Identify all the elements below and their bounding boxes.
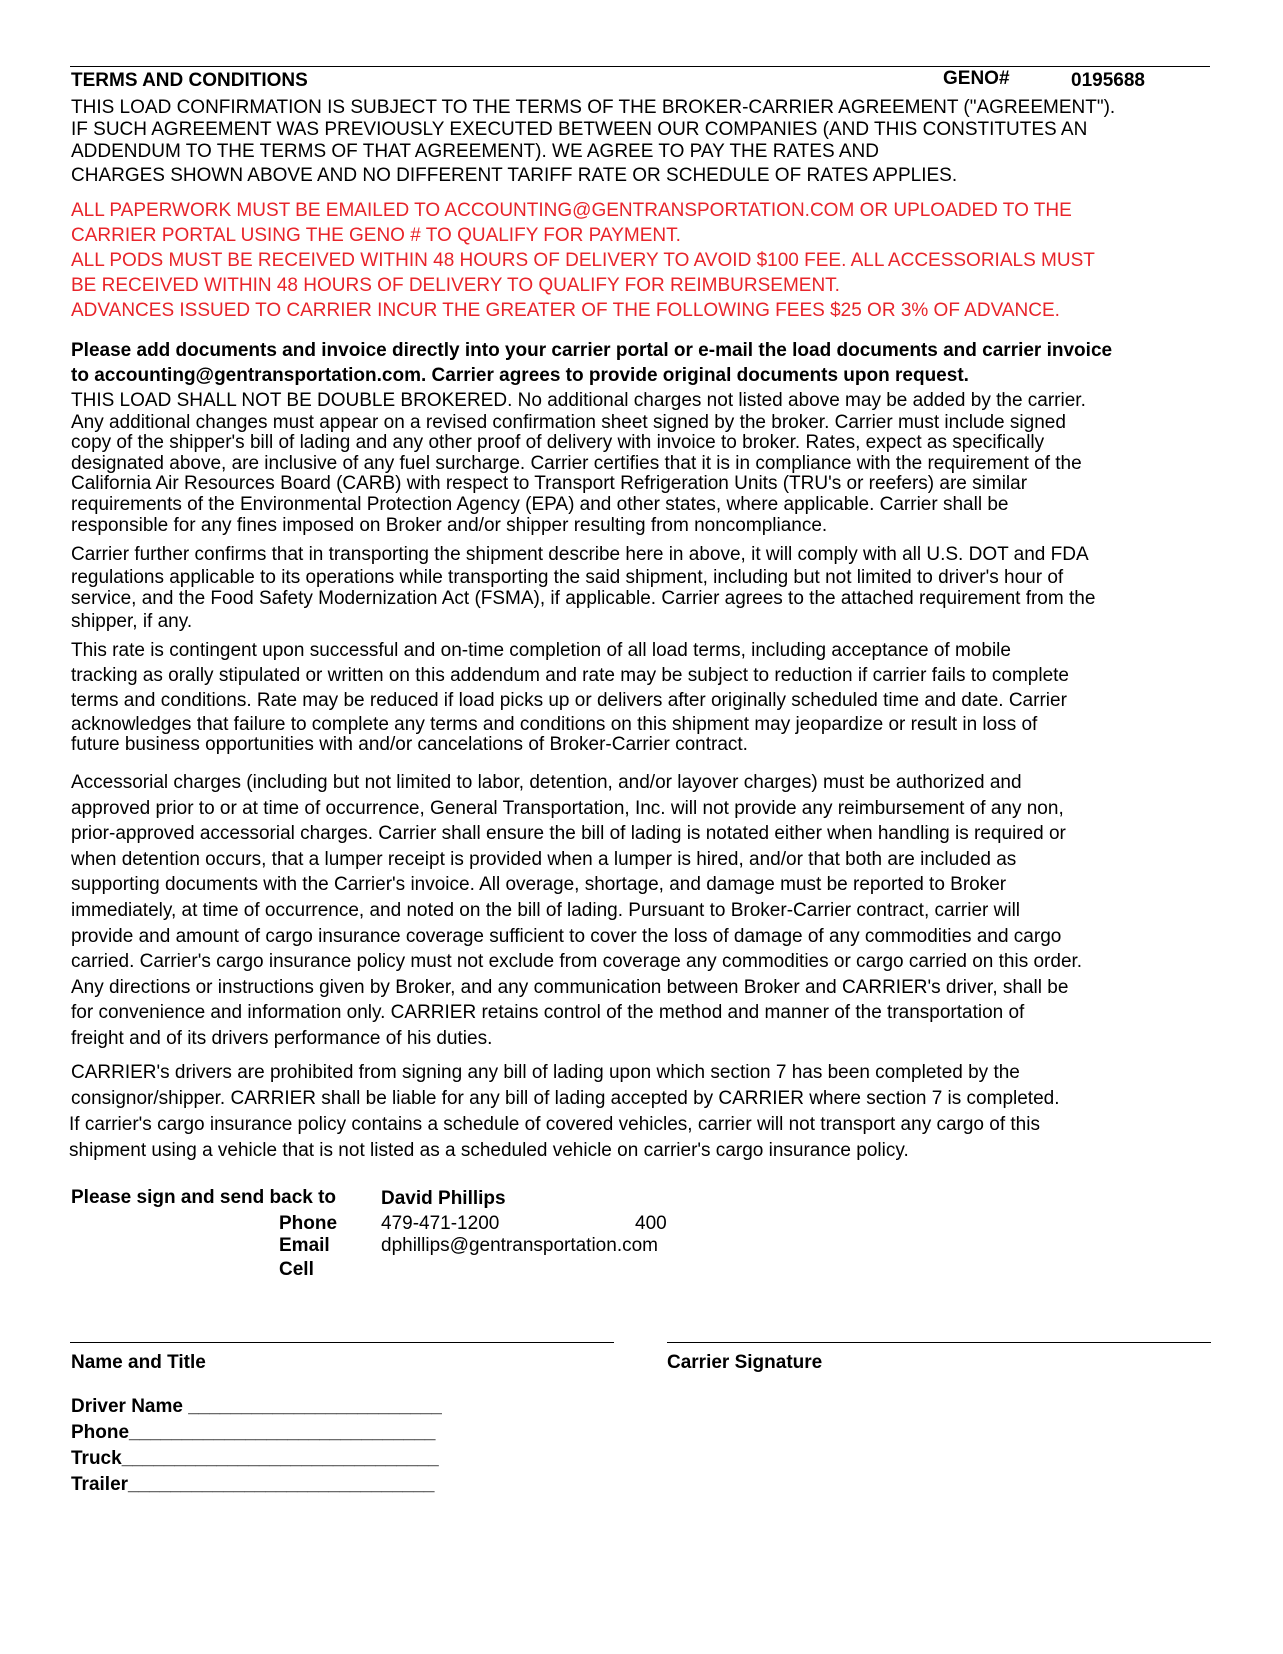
bill-of-lading-paragraph — [71, 1060, 1221, 1164]
accessorial-line: approved prior to or at time of occurrence, General Transportation, Inc. will not provide any reimbursement of any non, — [71, 797, 1064, 819]
dot-line: service, and the Food Safety Modernization Act (FSMA), if applicable. Carrier agrees to the attached requirement from the — [71, 588, 1096, 609]
contact-phone: 479-471-1200 — [381, 1213, 500, 1234]
rate-line: acknowledges that failure to complete any terms and conditions on this shipment may jeopardize or result in loss of — [71, 714, 1038, 735]
accessorial-line: when detention occurs, that a lumper receipt is provided when a lumper is hired, and/or that both are included as — [71, 848, 1017, 870]
compliance-line: Any additional changes must appear on a revised confirmation sheet signed by the broker. Carrier must include signed — [71, 412, 1066, 433]
notice-line: ALL PODS MUST BE RECEIVED WITHIN 48 HOURS OF DELIVERY TO AVOID $100 FEE. ALL ACCESSORIALS MUST — [71, 250, 1095, 271]
geno-number: 0195688 — [1071, 70, 1145, 91]
accessorial-line: prior-approved accessorial charges. Carrier shall ensure the bill of lading is notated either when handling is required or — [71, 823, 1066, 845]
instruction-line: to accounting@gentransportation.com. Carrier agrees to provide original documents upon request. — [71, 365, 969, 386]
contact-email: dphillips@gentransportation.com — [381, 1235, 658, 1256]
compliance-line: designated above, are inclusive of any fuel surcharge. Carrier certifies that it is in compliance with the requirement of the — [71, 453, 1082, 474]
geno-label: GENO# — [943, 68, 1010, 89]
compliance-line: requirements of the Environmental Protection Agency (EPA) and other states, where applicable. Carrier shall be — [71, 494, 1009, 515]
accessorial-paragraph — [71, 770, 1221, 1052]
dot-line: Carrier further confirms that in transporting the shipment describe here in above, it will comply with all U.S. DOT and FDA — [71, 544, 1089, 565]
rate-line: tracking as orally stipulated or written on this addendum and rate may be subject to reduction if carrier fails to complete — [71, 665, 1070, 686]
driver-phone-field[interactable]: Phone_____________________________ — [71, 1422, 436, 1443]
sign-back-label: Please sign and send back to — [71, 1187, 337, 1208]
accessorial-line: immediately, at time of occurrence, and noted on the bill of lading. Pursuant to Broker-Carrier contract, carrier will — [71, 899, 1021, 921]
accessorial-line: carried. Carrier's cargo insurance policy must not exclude from coverage any commodities or cargo carried on this order. — [71, 951, 1083, 973]
driver-name-field[interactable]: Driver Name ________________________ — [71, 1396, 442, 1417]
carrier-signature-line[interactable] — [667, 1342, 1211, 1343]
intro-paragraph — [71, 97, 1221, 187]
notice-line: ALL PAPERWORK MUST BE EMAILED TO ACCOUNTING@GENTRANSPORTATION.COM OR UPLOADED TO THE — [71, 200, 1072, 221]
top-rule — [70, 66, 1210, 67]
rate-line: future business opportunities with and/or cancelations of Broker-Carrier contract. — [71, 734, 748, 755]
rate-line: This rate is contingent upon successful and on-time completion of all load terms, including acceptance of mobile — [71, 640, 1011, 661]
bol-line: consignor/shipper. CARRIER shall be liable for any bill of lading accepted by CARRIER where section 7 is completed. — [71, 1088, 1060, 1109]
notice-line: BE RECEIVED WITHIN 48 HOURS OF DELIVERY TO QUALIFY FOR REIMBURSEMENT. — [71, 275, 840, 296]
name-title-line[interactable] — [70, 1342, 614, 1343]
rate-paragraph — [71, 638, 1221, 754]
terms-header — [71, 70, 1211, 94]
rate-line: terms and conditions. Rate may be reduced if load picks up or delivers after originally scheduled time and date. Carrier — [71, 690, 1067, 711]
trailer-field[interactable]: Trailer_____________________________ — [71, 1474, 435, 1495]
accessorial-line: Accessorial charges (including but not limited to labor, detention, and/or layover charges) must be authorized and — [71, 772, 1022, 793]
phone-label: Phone — [279, 1213, 338, 1234]
accessorial-line: freight and of its drivers performance of his duties. — [71, 1027, 493, 1049]
intro-line: CHARGES SHOWN ABOVE AND NO DIFFERENT TARIFF RATE OR SCHEDULE OF RATES APPLIES. — [71, 165, 958, 186]
accessorial-line: supporting documents with the Carrier's invoice. All overage, shortage, and damage must be reported to Broker — [71, 874, 1007, 896]
compliance-line: responsible for any fines imposed on Broker and/or shipper resulting from noncompliance. — [71, 515, 828, 536]
accessorial-line: for convenience and information only. CARRIER retains control of the method and manner of the transportation of — [71, 1002, 1025, 1024]
accessorial-line: Any directions or instructions given by Broker, and any communication between Broker and CARRIER's driver, shall be — [71, 976, 1069, 998]
bol-line: If carrier's cargo insurance policy contains a schedule of covered vehicles, carrier will not transport any cargo of this — [69, 1114, 1040, 1135]
compliance-line: THIS LOAD SHALL NOT BE DOUBLE BROKERED. No additional charges not listed above may be added by the carrier. — [71, 390, 1086, 411]
notice-line: CARRIER PORTAL USING THE GENO # TO QUALIFY FOR PAYMENT. — [71, 225, 681, 246]
cell-label: Cell — [279, 1259, 314, 1280]
truck-field[interactable]: Truck______________________________ — [71, 1448, 439, 1469]
dot-line: shipper, if any. — [71, 611, 193, 632]
contact-name: David Phillips — [381, 1188, 506, 1209]
instruction-line: Please add documents and invoice directly into your carrier portal or e-mail the load documents and carrier invoice — [71, 340, 1113, 361]
accessorial-line: provide and amount of cargo insurance coverage sufficient to cover the loss of damage of any commodities and cargo — [71, 925, 1062, 947]
intro-line: THIS LOAD CONFIRMATION IS SUBJECT TO THE TERMS OF THE BROKER-CARRIER AGREEMENT ("AGREEMENT"). — [71, 97, 1116, 118]
page-title: TERMS AND CONDITIONS — [71, 70, 308, 91]
compliance-line: California Air Resources Board (CARB) with respect to Transport Refrigeration Units (TRU's or reefers) are similar — [71, 473, 1028, 494]
bol-line: CARRIER's drivers are prohibited from signing any bill of lading upon which section 7 has been completed by the — [71, 1062, 1020, 1083]
email-label: Email — [279, 1235, 330, 1256]
contact-extension: 400 — [635, 1213, 667, 1234]
notice-line: ADVANCES ISSUED TO CARRIER INCUR THE GREATER OF THE FOLLOWING FEES $25 OR 3% OF ADVANCE. — [71, 300, 1060, 321]
payment-notices — [71, 198, 1221, 323]
carrier-signature-caption: Carrier Signature — [667, 1352, 823, 1373]
compliance-paragraph — [71, 389, 1221, 535]
dot-fda-paragraph — [71, 544, 1221, 636]
name-title-caption: Name and Title — [71, 1352, 206, 1373]
intro-line: IF SUCH AGREEMENT WAS PREVIOUSLY EXECUTED BETWEEN OUR COMPANIES (AND THIS CONSTITUTES AN — [71, 119, 1088, 140]
dot-line: regulations applicable to its operations while transporting the said shipment, including but not limited to driver's hour of — [71, 567, 1064, 588]
documents-instruction — [71, 338, 1221, 388]
bol-line: shipment using a vehicle that is not listed as a scheduled vehicle on carrier's cargo insurance policy. — [69, 1140, 909, 1161]
compliance-line: copy of the shipper's bill of lading and any other proof of delivery with invoice to broker. Rates, expect as specifically — [71, 432, 1045, 453]
intro-line: ADDENDUM TO THE TERMS OF THAT AGREEMENT). WE AGREE TO PAY THE RATES AND — [71, 141, 880, 162]
